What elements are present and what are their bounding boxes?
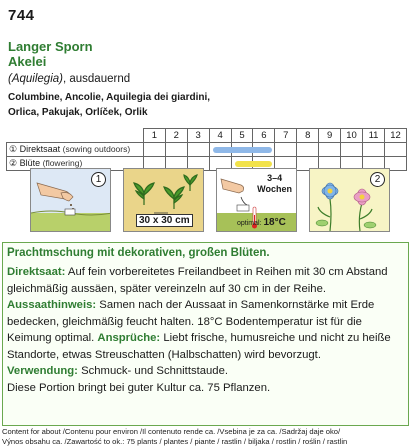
direktsaat-label: Direktsaat	[19, 144, 61, 154]
product-subtitle: Akelei	[8, 54, 47, 69]
month-4: 4	[209, 129, 231, 143]
panel-sowing	[30, 168, 111, 232]
calendar-row-direktsaat	[7, 143, 407, 157]
month-6: 6	[253, 129, 275, 143]
step-2-symbol: ②	[9, 158, 18, 168]
direktsaat-english: (sowing outdoors)	[62, 144, 131, 154]
direktsaat-text: Auf fein vorbereitetes Freilandbeet in Reihen mit 30 cm Abstand gleichmäßig aussäen, später vereinzeln auf 30 cm in der Reihe.	[7, 266, 388, 295]
description-headline: Prachtmschung mit dekorativen, großen Blüten.	[7, 247, 270, 259]
ansprueche-text: Liebt frische, humusreiche und nicht zu heiße Standorte, etwas Streuschatten (Halbschatten) wird bevorzugt.	[7, 332, 391, 361]
month-5: 5	[231, 129, 253, 143]
month-1: 1	[143, 129, 165, 143]
product-code: 744	[8, 7, 35, 24]
month-cell	[363, 143, 385, 157]
description-box	[2, 242, 409, 426]
portion-note: Diese Portion bringt bei guter Kultur ca. 75 Pflanzen.	[7, 381, 271, 394]
month-cell	[209, 143, 231, 157]
panel-flowering	[309, 168, 390, 232]
instruction-panels	[30, 168, 400, 232]
latin-name-line	[8, 72, 130, 86]
month-cell	[384, 143, 406, 157]
calendar-corner	[7, 129, 144, 143]
month-7: 7	[275, 129, 297, 143]
optimal-temp-value: 18°C	[263, 217, 286, 228]
aussaat-text: Samen nach der Aussaat in Samenkornstärke mit Erde bedecken, gleichmäßig feucht halten. 18°C Bodentemperatur ist für die Keimung optimal.	[7, 299, 375, 344]
optimal-label: optimal:	[237, 220, 262, 227]
bluete-english: (flowering)	[42, 158, 83, 168]
month-2: 2	[165, 129, 187, 143]
month-cell	[143, 143, 165, 157]
verwendung-keyword: Verwendung:	[7, 365, 78, 377]
sowing-calendar	[6, 128, 407, 171]
calendar-header-row	[7, 129, 407, 143]
month-10: 10	[341, 129, 363, 143]
panel-spacing	[123, 168, 204, 232]
step-1-symbol: ①	[9, 144, 18, 154]
month-8: 8	[297, 129, 319, 143]
month-9: 9	[319, 129, 341, 143]
month-cell	[253, 143, 275, 157]
ansprueche-keyword: Ansprüche:	[97, 332, 161, 344]
description-text	[7, 264, 404, 380]
footer-line-2: Výnos obsahu ca. /Zawartość to ok.: 75 plants / plantes / piante / rastlin / biljaka / rostlin / roślin / rastlin	[2, 437, 348, 446]
plant-spacing: 30 x 30 cm	[136, 214, 193, 227]
product-title: Langer Sporn	[8, 39, 93, 54]
month-cell	[319, 143, 341, 157]
other-names	[8, 90, 238, 120]
month-cell	[187, 143, 209, 157]
germination-weeks: 3–4	[267, 173, 283, 183]
aussaat-keyword: Aussaathinweis:	[7, 299, 97, 311]
calendar-row-label	[7, 143, 144, 157]
germination-weeks-label: Wochen	[257, 184, 292, 194]
month-cell	[297, 143, 319, 157]
other-names-line-1: Columbine, Ancolie, Aquilegia dei giardini,	[8, 92, 211, 103]
step-1-number: 1	[91, 172, 106, 187]
month-cell	[341, 143, 363, 157]
lifecycle: , ausdauernd	[62, 73, 131, 85]
panel-germination	[216, 168, 297, 232]
optimal-temperature	[237, 217, 286, 228]
footer-line-1: Content for about /Contenu pour environ /Il contenuto rende ca. /Vsebina je za ca. /Sadržaj daje oko/	[2, 427, 341, 436]
month-cell	[231, 143, 253, 157]
verwendung-text: Schmuck- und Schnittstaude.	[77, 365, 229, 377]
germination-time	[257, 173, 292, 195]
month-3: 3	[187, 129, 209, 143]
month-11: 11	[363, 129, 385, 143]
direktsaat-keyword: Direktsaat:	[7, 266, 66, 278]
footer-yield	[2, 427, 410, 447]
month-cell	[165, 143, 187, 157]
latin-name: (Aquilegia)	[8, 73, 63, 85]
bluete-label: Blüte	[19, 158, 41, 168]
step-2-number: 2	[370, 172, 385, 187]
month-12: 12	[384, 129, 406, 143]
other-names-line-2: Orlica, Pakujak, Orlíček, Orlik	[8, 107, 148, 118]
month-cell	[275, 143, 297, 157]
